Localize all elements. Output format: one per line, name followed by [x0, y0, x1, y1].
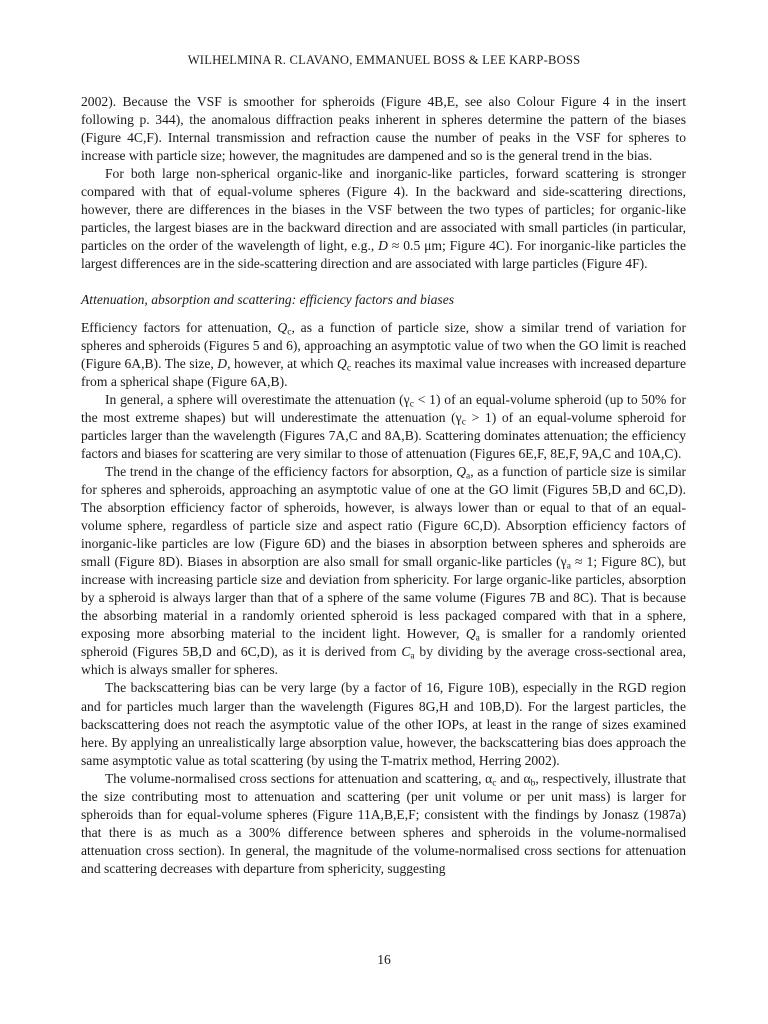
- paragraph-3: [81, 319, 686, 391]
- math-sub: c: [409, 399, 414, 410]
- paragraph-2-text: For both large non-spherical organic-like and inorganic-like particles, forward scattering is stronger compared with that of equal-volume spheres (Figure 4). In the backward and side-scattering directions, however, there are differences in the biases in the VSF between the two types of particles; for organic-like particles, the largest biases are in the backward direction and are associated with small particles (in particular, particles on the order of the wavelength of light, e.g.,: [81, 166, 686, 254]
- p3-a: Efficiency factors for attenuation,: [81, 319, 278, 335]
- p5-d: is smaller for a randomly oriented spheroid (Figures 5B,D and 6C,D), as it is derived from: [81, 626, 686, 660]
- p3-c: , however, at which: [227, 355, 338, 371]
- section-heading: Attenuation, absorption and scattering: efficiency factors and biases: [81, 292, 455, 308]
- paragraph-2: [81, 165, 686, 273]
- p5-b: , as a function of particle size is similar for spheres and spheroids, approaching an asymptotic value of one at the GO limit (Figures 5B,D and 6C,D). The absorption efficiency factor of spheroids, however, is always lower than or equal to that of an equal-volume sphere, regardless of particle size and aspect ratio (Figure 6C,D). Absorption efficiency factors of inorganic-like particles are low (Figure 6D) and the biases in absorption between spheres and spheroids are small (Figure 8D). Biases in absorption are also small for small organic-like particles (γ: [81, 463, 687, 570]
- math-sub: a: [410, 651, 415, 662]
- p5-c: ≈ 1; Figure 8C), but increase with increasing particle size and deviation from sphericity. For large organic-like particles, absorption by a spheroid is always larger than that of a sphere of the same volume (Figures 7B and 8C). That is because the absorbing material in a randomly oriented spheroid is less packaged compared with that in a sphere, exposing more absorbing material to the incident light. However,: [81, 554, 687, 642]
- paragraph-1: 2002). Because the VSF is smoother for spheroids (Figure 4B,E, see also Colour Figure 4 in the insert following p. 344), the anomalous diffraction peaks inherent in spheres determine the pattern of the biases (Figure 4C,F). Internal transmission and refraction cause the number of peaks in the VSF for spheres to increase with particle size; however, the magnitudes are dampened and so is the general trend in the bias.: [81, 94, 686, 164]
- math-q: Q: [277, 319, 288, 335]
- p5-a: The trend in the change of the efficiency factors for absorption,: [105, 463, 457, 479]
- math-sub: a: [466, 471, 471, 482]
- math-d: D: [378, 238, 388, 254]
- paragraph-2-end: ≈ 0.5 μm; Figure 4C). For inorganic-like particles the largest differences are in the side-scattering direction and are associated with large particles (Figure 4F).: [81, 238, 686, 272]
- paragraph-4: [81, 391, 686, 463]
- math-d: D: [217, 355, 228, 371]
- running-head: WILHELMINA R. CLAVANO, EMMANUEL BOSS & LEE KARP-BOSS: [187, 53, 581, 67]
- p4-b: < 1) of an equal-volume spheroid (up to 50% for the most extreme shapes) but will underestimate the attenuation (γ: [81, 391, 686, 425]
- paragraph-5: [81, 463, 686, 680]
- p7-b: and α: [496, 770, 531, 786]
- math-q: Q: [456, 463, 467, 479]
- p4-a: In general, a sphere will overestimate the attenuation (γ: [105, 391, 410, 407]
- math-sub: b: [530, 778, 536, 789]
- p3-d: reaches its maximal value increases with increased departure from a spherical shape (Figure 6A,B).: [81, 355, 686, 389]
- math-sub: c: [346, 362, 352, 373]
- paragraph-7: [81, 770, 686, 878]
- math-c: C: [401, 644, 411, 660]
- paragraph-6: The backscattering bias can be very large (by a factor of 16, Figure 10B), especially in the RGD region and for particles much larger than the wavelength (Figures 8G,H and 10B,D). For the largest particles, the backscattering does not reach the asymptotic value of the other IOPs, at least in the range of sizes examined here. By applying an unrealistically large absorption value, however, the backscattering bias does approach the same asymptotic value as total scattering (by using the T-matrix method, Herring 2002).: [81, 680, 686, 768]
- p7-a: The volume-normalised cross sections for attenuation and scattering, α: [105, 770, 493, 786]
- body-text: [81, 93, 686, 878]
- math-sub: a: [475, 633, 480, 644]
- math-sub: a: [566, 561, 571, 572]
- p3-b: , as a function of particle size, show a similar trend of variation for spheres and spheroids (Figures 5 and 6), approaching an asymptotic value of two when the GO limit is reached (Figure 6A,B). The size,: [81, 319, 686, 371]
- p5-e: by dividing by the average cross-sectional area, which is always smaller for spheres.: [81, 644, 686, 678]
- page-number: 16: [377, 952, 391, 967]
- math-q: Q: [465, 626, 476, 642]
- math-sub: c: [492, 778, 497, 789]
- math-sub: c: [287, 326, 292, 337]
- p4-c: > 1) of an equal-volume spheroid for particles larger than the wavelength (Figures 7A,C and 8A,B). Scattering dominates attenuation; the efficiency factors and biases for scattering are very similar to those of attenuation (Figures 6E,F, 8E,F, 9A,C and 10A,C).: [81, 409, 686, 461]
- math-sub: c: [461, 417, 466, 428]
- p7-c: , respectively, illustrate that the size contributing most to attenuation and scattering (per unit volume or per unit mass) is larger for spheroids than for equal-volume spheres (Figure 11A,B,E,F; consistent with the findings by Jonasz (1987a) that there is as much as a 300% difference between spheres and spheroids in the volume-normalised attenuation cross section). In general, the magnitude of the volume-normalised cross sections for attenuation and scattering decreases with departure from sphericity, suggesting: [81, 770, 686, 876]
- math-q: Q: [337, 355, 347, 371]
